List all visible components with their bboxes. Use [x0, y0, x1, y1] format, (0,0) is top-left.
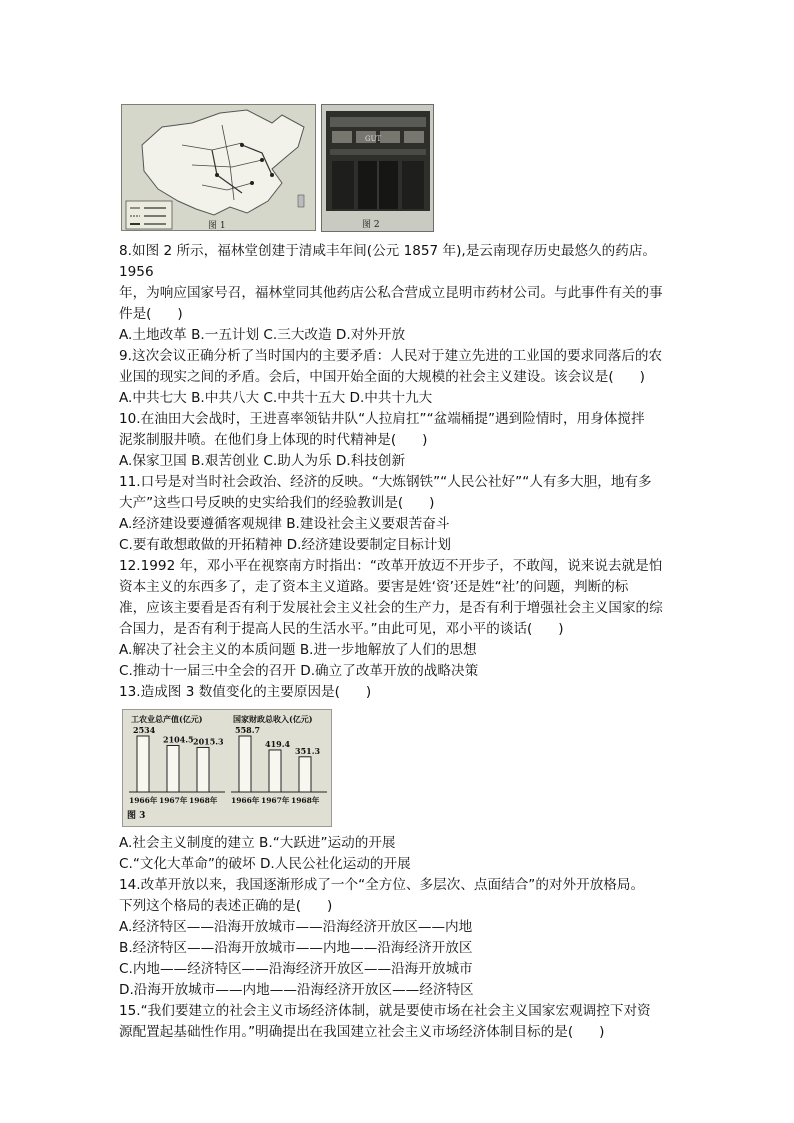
chart-data-label: 558.7 — [235, 725, 261, 735]
question-line: 12.1992 年，邓小平在视察南方时指出：“改革开放迈不开步子，不敢闯，说来说去就是怕 — [119, 558, 663, 574]
chart-bar — [299, 757, 311, 792]
answer-options-line: A.社会主义制度的建立 B.“大跃进”运动的开展 — [119, 835, 396, 851]
question-line: 件是( ) — [119, 306, 183, 322]
chart-category-label: 1968年 — [189, 796, 218, 805]
figure-3-chart — [122, 709, 332, 827]
question-line: 大产”这些口号反映的史实给我们的经验教训是( ) — [119, 495, 435, 511]
question-q9 — [119, 346, 679, 409]
question-q11 — [119, 472, 679, 556]
figure-2-caption: 图 2 — [362, 220, 380, 230]
storefront-photo — [322, 105, 434, 232]
chart-bar — [239, 736, 251, 792]
answer-options-line: A.土地改革 B.一五计划 C.三大改造 D.对外开放 — [119, 327, 406, 343]
question-line: 9.这次会议正确分析了当时国内的主要矛盾：人民对于建立先进的工业国的要求同落后的农 — [119, 348, 663, 364]
question-line: 15.“我们要建立的社会主义市场经济体制，就是要使市场在社会主义国家宏观调控下对资 — [119, 1003, 651, 1019]
chart-data-label: 419.4 — [265, 738, 291, 749]
answer-options-line: C.内地——经济特区——沿海经济开放区——沿海开放城市 — [119, 961, 473, 977]
answer-options-line: C.推动十一届三中全会的召开 D.确立了改革开放的战略决策 — [119, 663, 479, 679]
answer-options-line: A.经济特区——沿海开放城市——沿海经济开放区——内地 — [119, 919, 473, 935]
figures-row — [121, 104, 441, 232]
question-line: 源配置起基础性作用。”明确提出在我国建立社会主义市场经济体制目标的是( ) — [119, 1024, 605, 1040]
chart-data-label: 2015.3 — [193, 736, 224, 747]
question-q15 — [119, 1001, 679, 1043]
answer-options-line: C.“文化大革命”的破坏 D.人民公社化运动的开展 — [119, 856, 411, 872]
question-q8 — [119, 241, 679, 346]
answer-options-line: D.沿海开放城市——内地——沿海经济开放区——经济特区 — [119, 982, 474, 998]
answer-options-line: C.要有敢想敢做的开拓精神 D.经济建设要制定目标计划 — [119, 537, 451, 553]
figure-1-map — [121, 104, 316, 231]
chart-bar — [269, 750, 281, 792]
chart-category-label: 1967年 — [261, 796, 290, 805]
question-line: 11.口号是对当时社会政治、经济的反映。“大炼钢铁”“人民公社好”“人有多大胆，地有多 — [119, 474, 652, 490]
question-text — [119, 241, 679, 1043]
question-line: 13.造成图 3 数值变化的主要原因是( ) — [119, 684, 372, 700]
chart-caption: 图 3 — [127, 811, 146, 821]
question-line: 年，为响应国家号召，福林堂同其他药店公私合营成立昆明市药材公司。与此事件有关的事 — [119, 285, 663, 301]
question-line: 合国力，是否有利于提高人民的生活水平。”由此可见，邓小平的谈话( ) — [119, 621, 564, 637]
question-q13 — [119, 682, 679, 703]
question-line: 下列这个格局的表述正确的是( ) — [119, 898, 333, 914]
question-q10 — [119, 409, 679, 472]
chart-category-label: 1968年 — [291, 796, 320, 805]
chart-bar — [167, 745, 179, 792]
chart-panel-title: 工农业总产值(亿元) — [131, 714, 203, 724]
question-line: 泥浆制服井喷。在他们身上体现的时代精神是( ) — [119, 432, 428, 448]
figure-2-photo — [321, 104, 434, 232]
chart-bar — [197, 747, 209, 792]
question-q12 — [119, 556, 679, 682]
chart-data-label: 351.3 — [295, 745, 321, 756]
question-q14 — [119, 875, 679, 1001]
answer-options-line: A.经济建设要遵循客观规律 B.建设社会主义要艰苦奋斗 — [119, 516, 450, 532]
question-line: 业国的现实之间的矛盾。会后，中国开始全面的大规模的社会主义建设。该会议是( ) — [119, 369, 645, 385]
chart-category-label: 1966年 — [231, 796, 260, 805]
question-line: 8.如图 2 所示，福林堂创建于清咸丰年间(公元 1857 年),是云南现存历史最悠久的药店。1956 — [119, 243, 657, 280]
question-line: 资本主义的东西多了，走了资本主义道路。要害是姓‘资’还是姓“社’的问题，判断的标 — [119, 579, 629, 595]
question-q13-options — [119, 833, 679, 875]
answer-options-line: A.中共七大 B.中共八大 C.中共十五大 D.中共十九大 — [119, 390, 433, 406]
chart-data-label: 2104.5 — [163, 734, 194, 745]
questions-before-chart — [119, 241, 679, 703]
answer-options-line: A.解决了社会主义的本质问题 B.进一步地解放了人们的思想 — [119, 642, 477, 658]
chart-panel-title: 国家财政总收入(亿元) — [233, 714, 313, 724]
figure-1-caption: 图 1 — [208, 221, 226, 231]
answer-options-line: B.经济特区——沿海开放城市——内地——沿海经济开放区 — [119, 940, 473, 956]
figure-2-sign: GUT — [365, 135, 382, 143]
chart-bar — [137, 736, 149, 792]
chart-category-label: 1966年 — [129, 796, 158, 805]
bar-chart-svg — [123, 710, 331, 826]
question-line: 14.改革开放以来，我国逐渐形成了一个“全方位、多层次、点面结合”的对外开放格局。 — [119, 877, 645, 893]
answer-options-line: A.保家卫国 B.艰苦创业 C.助人为乐 D.科技创新 — [119, 453, 406, 469]
questions-after-chart — [119, 833, 679, 1043]
map-graphic — [122, 105, 316, 231]
question-line: 10.在油田大会战时，王进喜率领钻井队“人拉肩扛”“盆端桶提”遇到险情时，用身体搅拌 — [119, 411, 645, 427]
question-line: 准，应该主要看是否有利于发展社会主义社会的生产力，是否有利于增强社会主义国家的综 — [119, 600, 663, 616]
chart-category-label: 1967年 — [159, 796, 188, 805]
chart-data-label: 2534 — [133, 725, 156, 735]
